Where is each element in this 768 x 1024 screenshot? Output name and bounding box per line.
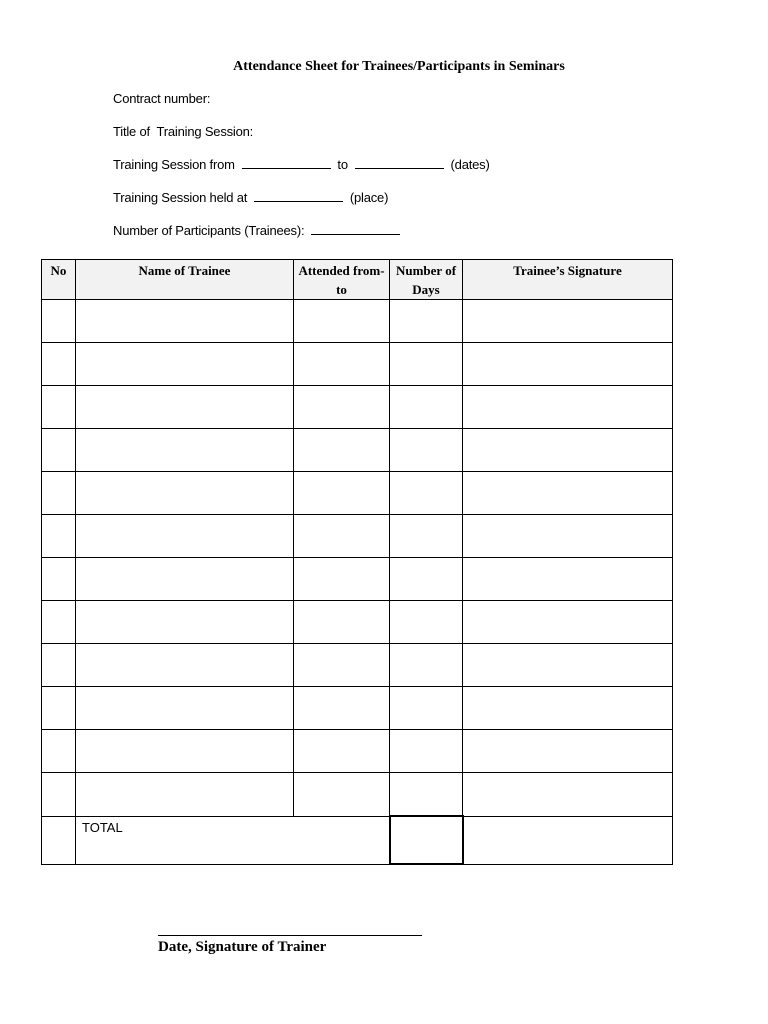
row-signature-cell[interactable] — [463, 472, 673, 515]
row-attended-cell[interactable] — [294, 601, 390, 644]
place-note: (place) — [349, 190, 389, 205]
table-row — [42, 515, 673, 558]
total-row — [42, 816, 673, 864]
header-days: Number of Days — [390, 260, 463, 300]
row-signature-cell[interactable] — [463, 773, 673, 817]
table-row — [42, 558, 673, 601]
row-name-cell[interactable] — [76, 601, 294, 644]
held-at-label: Training Session held at — [113, 190, 248, 205]
row-days-cell[interactable] — [390, 644, 463, 687]
row-name-cell[interactable] — [76, 687, 294, 730]
row-signature-cell[interactable] — [463, 386, 673, 429]
participants-count-field — [113, 222, 400, 238]
document-title: Attendance Sheet for Trainees/Participants in Seminars — [233, 59, 565, 74]
row-days-cell[interactable] — [390, 515, 463, 558]
table-row — [42, 386, 673, 429]
row-name-cell[interactable] — [76, 730, 294, 773]
contract-number-label: Contract number: — [113, 91, 211, 106]
table-row — [42, 773, 673, 817]
row-attended-cell[interactable] — [294, 343, 390, 386]
total-label: TOTAL — [76, 816, 390, 864]
header-signature: Trainee’s Signature — [463, 260, 673, 300]
row-no-cell[interactable] — [42, 429, 76, 472]
row-name-cell[interactable] — [76, 558, 294, 601]
row-no-cell[interactable] — [42, 343, 76, 386]
session-dates-field — [113, 156, 490, 172]
session-title-label: Title of Training Session: — [113, 124, 254, 139]
row-attended-cell[interactable] — [294, 773, 390, 817]
session-from-blank[interactable] — [242, 156, 331, 169]
row-name-cell[interactable] — [76, 386, 294, 429]
row-signature-cell[interactable] — [463, 300, 673, 343]
attendance-table — [41, 259, 673, 865]
row-signature-cell[interactable] — [463, 644, 673, 687]
participants-label: Number of Participants (Trainees): — [113, 223, 305, 238]
row-no-cell[interactable] — [42, 644, 76, 687]
total-days-cell[interactable] — [390, 816, 463, 864]
row-signature-cell[interactable] — [463, 601, 673, 644]
row-attended-cell[interactable] — [294, 515, 390, 558]
row-name-cell[interactable] — [76, 472, 294, 515]
row-days-cell[interactable] — [390, 429, 463, 472]
row-days-cell[interactable] — [390, 386, 463, 429]
row-no-cell[interactable] — [42, 386, 76, 429]
header-name: Name of Trainee — [76, 260, 294, 300]
header-no: No — [42, 260, 76, 300]
row-signature-cell[interactable] — [463, 558, 673, 601]
session-title-field — [113, 124, 253, 139]
row-no-cell[interactable] — [42, 730, 76, 773]
table-row — [42, 300, 673, 343]
row-no-cell[interactable] — [42, 687, 76, 730]
row-signature-cell[interactable] — [463, 730, 673, 773]
place-blank[interactable] — [254, 189, 343, 202]
row-days-cell[interactable] — [390, 601, 463, 644]
session-from-label: Training Session from — [113, 157, 235, 172]
table-row — [42, 429, 673, 472]
row-attended-cell[interactable] — [294, 644, 390, 687]
row-days-cell[interactable] — [390, 343, 463, 386]
row-days-cell[interactable] — [390, 300, 463, 343]
table-row — [42, 343, 673, 386]
row-name-cell[interactable] — [76, 515, 294, 558]
header-attended: Attended from-to — [294, 260, 390, 300]
row-attended-cell[interactable] — [294, 558, 390, 601]
row-days-cell[interactable] — [390, 730, 463, 773]
row-days-cell[interactable] — [390, 773, 463, 817]
row-name-cell[interactable] — [76, 644, 294, 687]
session-dates-note: (dates) — [450, 157, 490, 172]
table-row — [42, 472, 673, 515]
row-signature-cell[interactable] — [463, 687, 673, 730]
participants-blank[interactable] — [311, 222, 400, 235]
row-days-cell[interactable] — [390, 472, 463, 515]
row-name-cell[interactable] — [76, 429, 294, 472]
total-no-cell — [42, 816, 76, 864]
row-name-cell[interactable] — [76, 343, 294, 386]
table-header-row — [42, 260, 673, 300]
row-days-cell[interactable] — [390, 558, 463, 601]
row-no-cell[interactable] — [42, 601, 76, 644]
row-no-cell[interactable] — [42, 515, 76, 558]
row-name-cell[interactable] — [76, 773, 294, 817]
row-attended-cell[interactable] — [294, 429, 390, 472]
row-no-cell[interactable] — [42, 472, 76, 515]
session-to-blank[interactable] — [355, 156, 444, 169]
row-signature-cell[interactable] — [463, 429, 673, 472]
row-no-cell[interactable] — [42, 558, 76, 601]
contract-number-field — [113, 91, 210, 106]
row-no-cell[interactable] — [42, 300, 76, 343]
row-attended-cell[interactable] — [294, 730, 390, 773]
trainer-signature-label: Date, Signature of Trainer — [158, 939, 327, 955]
row-attended-cell[interactable] — [294, 386, 390, 429]
attendance-rows — [42, 300, 673, 865]
total-signature-cell — [463, 816, 673, 864]
trainer-signature-line[interactable] — [158, 935, 422, 936]
session-to-label: to — [337, 157, 348, 172]
row-name-cell[interactable] — [76, 300, 294, 343]
table-row — [42, 687, 673, 730]
row-attended-cell[interactable] — [294, 687, 390, 730]
table-row — [42, 730, 673, 773]
row-attended-cell[interactable] — [294, 300, 390, 343]
row-no-cell[interactable] — [42, 773, 76, 817]
table-row — [42, 644, 673, 687]
row-signature-cell[interactable] — [463, 343, 673, 386]
table-row — [42, 601, 673, 644]
session-place-field — [113, 189, 388, 205]
row-signature-cell[interactable] — [463, 515, 673, 558]
row-days-cell[interactable] — [390, 687, 463, 730]
row-attended-cell[interactable] — [294, 472, 390, 515]
